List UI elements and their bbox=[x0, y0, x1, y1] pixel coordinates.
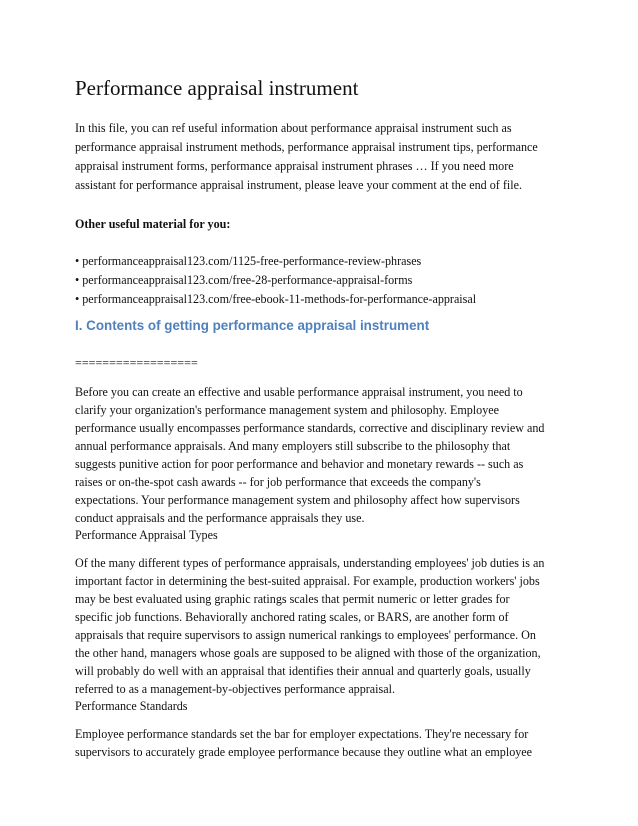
section-heading: I. Contents of getting performance appraisal instrument bbox=[75, 318, 430, 333]
subheading-appraisal-types: Performance Appraisal Types bbox=[75, 528, 218, 542]
link-item[interactable]: • performanceappraisal123.com/free-28-performance-appraisal-forms bbox=[75, 273, 413, 287]
paragraph-line: the other hand, managers whose goals are supposed to be aligned with those of the organization, bbox=[75, 646, 541, 660]
paragraph-line: expectations. Your performance management system and philosophy affect how supervisors bbox=[75, 493, 520, 507]
intro-line: performance appraisal instrument methods, performance appraisal instrument tips, performance bbox=[75, 140, 538, 154]
paragraph-line: annual performance appraisals. And many employers still subscribe to the philosophy that bbox=[75, 439, 511, 453]
paragraph-line: Of the many different types of performance appraisals, understanding employees' job duties is an bbox=[75, 556, 545, 570]
intro-line: appraisal instrument forms, performance appraisal instrument phrases … If you need more bbox=[75, 159, 514, 173]
paragraph-line: may be best evaluated using graphic ratings scales that permit numeric or letter grades for bbox=[75, 592, 510, 606]
paragraph-line: raises or on-the-spot cash awards -- for job performance that exceeds the company's bbox=[75, 475, 481, 489]
paragraph-line: performance usually encompasses performance standards, corrective and disciplinary review and bbox=[75, 421, 545, 435]
paragraph-line: specific job functions. Behaviorally anchored rating scales, or BARS, are another form of bbox=[75, 610, 509, 624]
intro-line: In this file, you can ref useful information about performance appraisal instrument such as bbox=[75, 121, 512, 135]
paragraph-line: Employee performance standards set the bar for employer expectations. They're necessary for bbox=[75, 727, 529, 741]
link-item[interactable]: • performanceappraisal123.com/1125-free-performance-review-phrases bbox=[75, 254, 422, 268]
paragraph-line: clarify your organization's performance management system and philosophy. Employee bbox=[75, 403, 499, 417]
link-item[interactable]: • performanceappraisal123.com/free-ebook-11-methods-for-performance-appraisal bbox=[75, 292, 477, 306]
paragraph-line: appraisals that require supervisors to assign numerical rankings to employees' performance. On bbox=[75, 628, 536, 642]
useful-material-heading: Other useful material for you: bbox=[75, 217, 231, 231]
divider-text: ================== bbox=[75, 356, 198, 370]
intro-line: assistant for performance appraisal instrument, please leave your comment at the end of file. bbox=[75, 178, 522, 192]
paragraph-line: Before you can create an effective and usable performance appraisal instrument, you need to bbox=[75, 385, 523, 399]
subheading-performance-standards: Performance Standards bbox=[75, 699, 188, 713]
paragraph-line: conduct appraisals and the performance appraisals they use. bbox=[75, 511, 365, 525]
document-title: Performance appraisal instrument bbox=[75, 76, 359, 100]
paragraph-line: referred to as a management-by-objectives performance appraisal. bbox=[75, 682, 395, 696]
paragraph-line: will probably do well with an appraisal that identifies their annual and quarterly goals, usually bbox=[75, 664, 531, 678]
paragraph-line: important factor in determining the best-suited appraisal. For example, production workers' jobs bbox=[75, 574, 540, 588]
paragraph-line: supervisors to accurately grade employee performance because they outline what an employee bbox=[75, 745, 533, 759]
paragraph-line: suggests punitive action for poor performance and behavior and monetary rewards -- such as bbox=[75, 457, 524, 471]
